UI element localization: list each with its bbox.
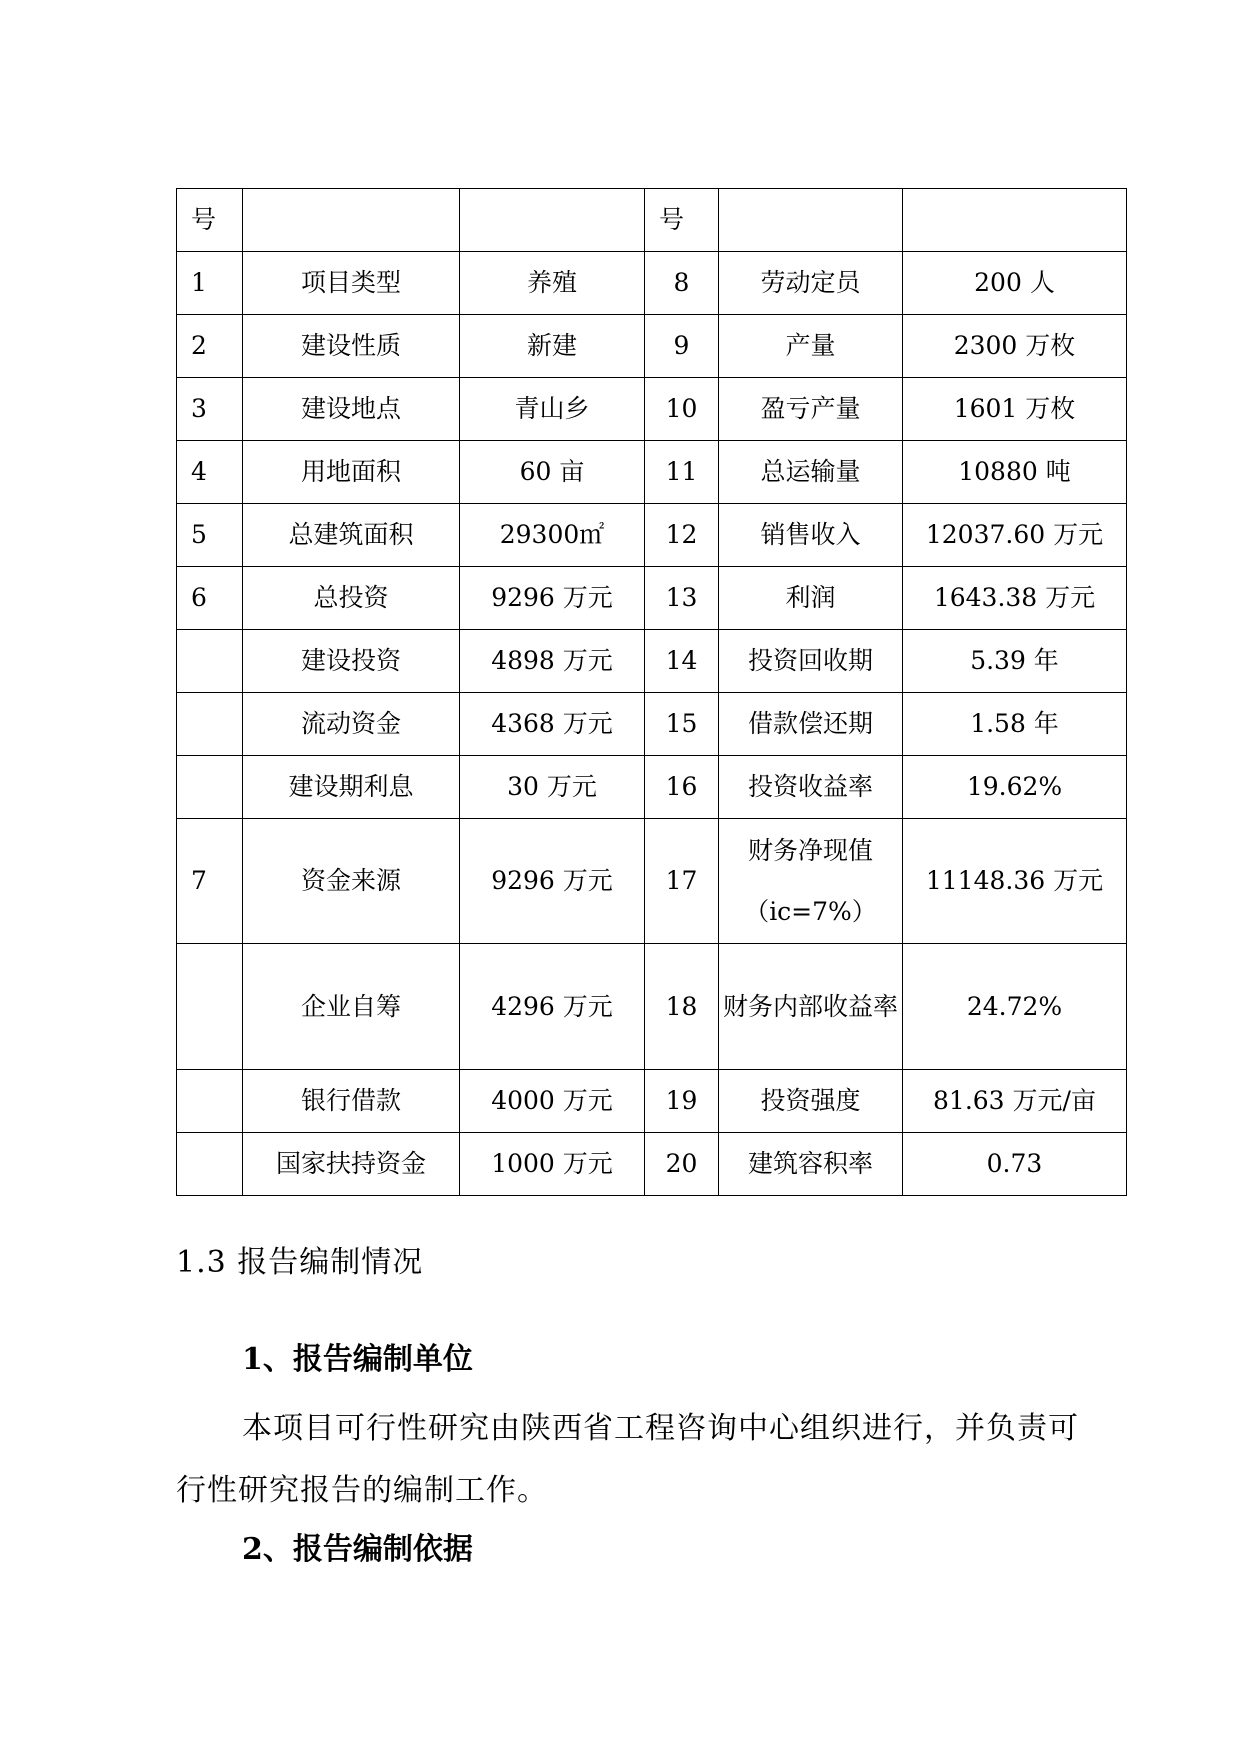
- table-cell: 5.39 年: [903, 630, 1127, 693]
- table-cell: 9296 万元: [460, 567, 645, 630]
- table-cell: 1.58 年: [903, 693, 1127, 756]
- table-cell: 9296 万元: [460, 819, 645, 944]
- table-cell: 建设投资: [243, 630, 460, 693]
- table-cell: 16: [645, 756, 719, 819]
- header-cell: [243, 189, 460, 252]
- table-cell: 2300 万枚: [903, 315, 1127, 378]
- table-row: [177, 315, 1127, 378]
- table-cell: 6: [177, 567, 243, 630]
- table-cell: 0.73: [903, 1133, 1127, 1196]
- table-cell: 银行借款: [243, 1070, 460, 1133]
- project-summary-table: [176, 188, 1127, 1196]
- table-row: [177, 567, 1127, 630]
- table-row: [177, 819, 1127, 944]
- table-cell: 15: [645, 693, 719, 756]
- table-cell: 4368 万元: [460, 693, 645, 756]
- table-header-row: [177, 189, 1127, 252]
- header-cell: [719, 189, 903, 252]
- table-row: [177, 756, 1127, 819]
- table-cell: 财务净现值（ic=7%）: [719, 819, 903, 944]
- table-cell: 5: [177, 504, 243, 567]
- table-cell: 12037.60 万元: [903, 504, 1127, 567]
- table-cell: 11148.36 万元: [903, 819, 1127, 944]
- table-cell: 60 亩: [460, 441, 645, 504]
- table-cell: 用地面积: [243, 441, 460, 504]
- table-cell: 青山乡: [460, 378, 645, 441]
- table-cell: 19.62%: [903, 756, 1127, 819]
- table-cell: 总投资: [243, 567, 460, 630]
- table-cell: 养殖: [460, 252, 645, 315]
- table-cell: 流动资金: [243, 693, 460, 756]
- table-cell: 投资强度: [719, 1070, 903, 1133]
- table-cell: 7: [177, 819, 243, 944]
- table-cell: 国家扶持资金: [243, 1133, 460, 1196]
- table-cell: [177, 944, 243, 1070]
- table-cell: 建设性质: [243, 315, 460, 378]
- sub-heading-basis: 2、报告编制依据: [242, 1532, 473, 1567]
- table-cell: 投资回收期: [719, 630, 903, 693]
- table-cell: 投资收益率: [719, 756, 903, 819]
- header-cell: 号: [645, 189, 719, 252]
- table-cell: 项目类型: [243, 252, 460, 315]
- body-paragraph: 本项目可行性研究由陕西省工程咨询中心组织进行，并负责可行性研究报告的编制工作。: [176, 1411, 1079, 1508]
- table-cell: 财务内部收益率: [719, 944, 903, 1070]
- section-title: 1.3 报告编制情况: [176, 1245, 424, 1280]
- table-cell: [177, 756, 243, 819]
- table-cell: 10880 吨: [903, 441, 1127, 504]
- table-row: [177, 441, 1127, 504]
- table-cell: 3: [177, 378, 243, 441]
- table-cell: [177, 693, 243, 756]
- table-cell: 销售收入: [719, 504, 903, 567]
- table-row: [177, 944, 1127, 1070]
- table-cell: 1000 万元: [460, 1133, 645, 1196]
- table-cell: 8: [645, 252, 719, 315]
- table-cell: [177, 1070, 243, 1133]
- table-cell: 19: [645, 1070, 719, 1133]
- table-row: [177, 1070, 1127, 1133]
- table-cell: 借款偿还期: [719, 693, 903, 756]
- table-cell: 新建: [460, 315, 645, 378]
- table-cell: 总运输量: [719, 441, 903, 504]
- table-cell: 1601 万枚: [903, 378, 1127, 441]
- table-cell: 4898 万元: [460, 630, 645, 693]
- table-cell: 18: [645, 944, 719, 1070]
- table-cell: 12: [645, 504, 719, 567]
- table-cell: [177, 1133, 243, 1196]
- table-cell: 24.72%: [903, 944, 1127, 1070]
- table-row: [177, 378, 1127, 441]
- table-cell: 4000 万元: [460, 1070, 645, 1133]
- table-cell: 20: [645, 1133, 719, 1196]
- table-cell: 4296 万元: [460, 944, 645, 1070]
- table-cell: 盈亏产量: [719, 378, 903, 441]
- table-row: [177, 630, 1127, 693]
- table-cell: 建设期利息: [243, 756, 460, 819]
- table-cell: 1643.38 万元: [903, 567, 1127, 630]
- table-cell: 10: [645, 378, 719, 441]
- header-cell: 号: [177, 189, 243, 252]
- table-cell: 30 万元: [460, 756, 645, 819]
- table-cell: 2: [177, 315, 243, 378]
- table-row: [177, 252, 1127, 315]
- header-cell: [460, 189, 645, 252]
- table-cell: 81.63 万元/亩: [903, 1070, 1127, 1133]
- table-cell: 200 人: [903, 252, 1127, 315]
- table-row: [177, 693, 1127, 756]
- table-cell: 总建筑面积: [243, 504, 460, 567]
- table-cell: 1: [177, 252, 243, 315]
- table-cell: 17: [645, 819, 719, 944]
- table-cell: 建筑容积率: [719, 1133, 903, 1196]
- table-cell: [177, 630, 243, 693]
- table-cell: 4: [177, 441, 243, 504]
- table-cell: 资金来源: [243, 819, 460, 944]
- table-cell: 企业自筹: [243, 944, 460, 1070]
- table-cell: 9: [645, 315, 719, 378]
- table-cell: 劳动定员: [719, 252, 903, 315]
- table-row: [177, 1133, 1127, 1196]
- table-cell: 利润: [719, 567, 903, 630]
- table-cell: 29300㎡: [460, 504, 645, 567]
- table-cell: 产量: [719, 315, 903, 378]
- table-row: [177, 504, 1127, 567]
- table-cell: 建设地点: [243, 378, 460, 441]
- sub-heading-unit: 1、报告编制单位: [242, 1342, 473, 1377]
- table-cell: 13: [645, 567, 719, 630]
- table-cell: 14: [645, 630, 719, 693]
- header-cell: [903, 189, 1127, 252]
- table-cell: 11: [645, 441, 719, 504]
